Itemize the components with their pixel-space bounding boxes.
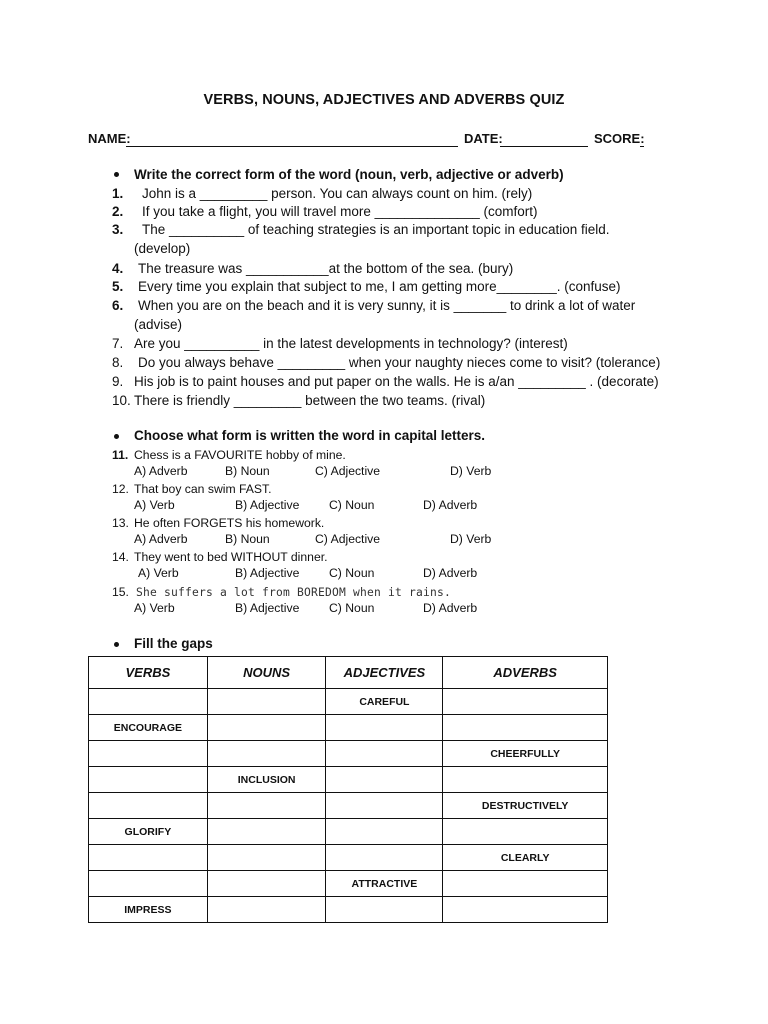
table-cell[interactable]: [207, 871, 326, 897]
option[interactable]: B) Adjective: [235, 566, 300, 580]
table-cell[interactable]: [89, 871, 208, 897]
score-field-line[interactable]: [640, 146, 644, 147]
table-cell[interactable]: [326, 845, 443, 871]
table-row: [89, 819, 608, 845]
table-cell[interactable]: [443, 819, 608, 845]
table-row: [89, 871, 608, 897]
option[interactable]: C) Noun: [329, 498, 375, 512]
table-cell[interactable]: [207, 689, 326, 715]
option[interactable]: C) Noun: [329, 601, 375, 615]
table-cell[interactable]: [326, 741, 443, 767]
option[interactable]: D) Verb: [450, 464, 492, 478]
column-header-nouns: NOUNS: [207, 657, 326, 689]
table-cell: CLEARLY: [443, 845, 608, 871]
table-cell[interactable]: [443, 871, 608, 897]
table-cell[interactable]: [207, 819, 326, 845]
option[interactable]: B) Noun: [225, 532, 270, 546]
table-cell: CAREFUL: [326, 689, 443, 715]
table-cell: GLORIFY: [89, 819, 208, 845]
option[interactable]: C) Noun: [329, 566, 375, 580]
table-cell[interactable]: [89, 689, 208, 715]
table-cell: ATTRACTIVE: [326, 871, 443, 897]
column-header-adverbs: ADVERBS: [443, 657, 608, 689]
table-cell: IMPRESS: [89, 897, 208, 923]
table-cell: CHEERFULLY: [443, 741, 608, 767]
name-field-line[interactable]: [126, 146, 458, 147]
table-cell[interactable]: [89, 741, 208, 767]
date-label: DATE:: [464, 131, 503, 146]
option[interactable]: C) Adjective: [315, 464, 381, 478]
table-cell[interactable]: [207, 897, 326, 923]
table-cell: ENCOURAGE: [89, 715, 208, 741]
section1-heading: Write the correct form of the word (noun, verb, adjective or adverb): [134, 167, 564, 182]
option[interactable]: D) Adverb: [423, 498, 478, 512]
table-cell[interactable]: [326, 767, 443, 793]
option[interactable]: D) Adverb: [423, 566, 478, 580]
score-label: SCORE:: [594, 131, 645, 146]
table-row: [89, 715, 608, 741]
table-row: [89, 897, 608, 923]
table-cell[interactable]: [443, 715, 608, 741]
table-row: [89, 767, 608, 793]
table-header-row: [89, 657, 608, 689]
table-cell[interactable]: [89, 845, 208, 871]
name-label: NAME:: [88, 131, 131, 146]
option[interactable]: D) Verb: [450, 532, 492, 546]
table-cell[interactable]: [443, 767, 608, 793]
table-cell[interactable]: [207, 715, 326, 741]
table-cell[interactable]: [207, 845, 326, 871]
option[interactable]: B) Adjective: [235, 498, 300, 512]
option[interactable]: A) Adverb: [134, 464, 188, 478]
option[interactable]: A) Verb: [134, 498, 175, 512]
bullet-icon: [114, 434, 119, 439]
table-row: [89, 741, 608, 767]
option[interactable]: A) Verb: [134, 601, 175, 615]
table-row: [89, 845, 608, 871]
word-forms-table: [88, 656, 608, 923]
section3-heading: Fill the gaps: [134, 636, 213, 651]
section2-heading: Choose what form is written the word in capital letters.: [134, 428, 486, 443]
table-cell[interactable]: [326, 819, 443, 845]
table-cell[interactable]: [89, 793, 208, 819]
table-row: [89, 689, 608, 715]
option[interactable]: D) Adverb: [423, 601, 478, 615]
table-row: [89, 793, 608, 819]
option[interactable]: C) Adjective: [315, 532, 381, 546]
option[interactable]: B) Noun: [225, 464, 270, 478]
column-header-verbs: VERBS: [89, 657, 208, 689]
table-cell[interactable]: [326, 793, 443, 819]
option[interactable]: B) Adjective: [235, 601, 300, 615]
table-cell[interactable]: [326, 897, 443, 923]
option[interactable]: A) Adverb: [134, 532, 188, 546]
bullet-icon: [114, 642, 119, 647]
table-cell[interactable]: [443, 897, 608, 923]
table-cell[interactable]: [326, 715, 443, 741]
table-cell: INCLUSION: [207, 767, 326, 793]
table-cell[interactable]: [207, 741, 326, 767]
date-field-line[interactable]: [500, 146, 588, 147]
column-header-adjectives: ADJECTIVES: [326, 657, 443, 689]
bullet-icon: [114, 172, 119, 177]
option[interactable]: A) Verb: [138, 566, 179, 580]
table-cell: DESTRUCTIVELY: [443, 793, 608, 819]
table-cell[interactable]: [443, 689, 608, 715]
page-title: VERBS, NOUNS, ADJECTIVES AND ADVERBS QUIZ: [203, 92, 565, 108]
table-cell[interactable]: [207, 793, 326, 819]
table-cell[interactable]: [89, 767, 208, 793]
